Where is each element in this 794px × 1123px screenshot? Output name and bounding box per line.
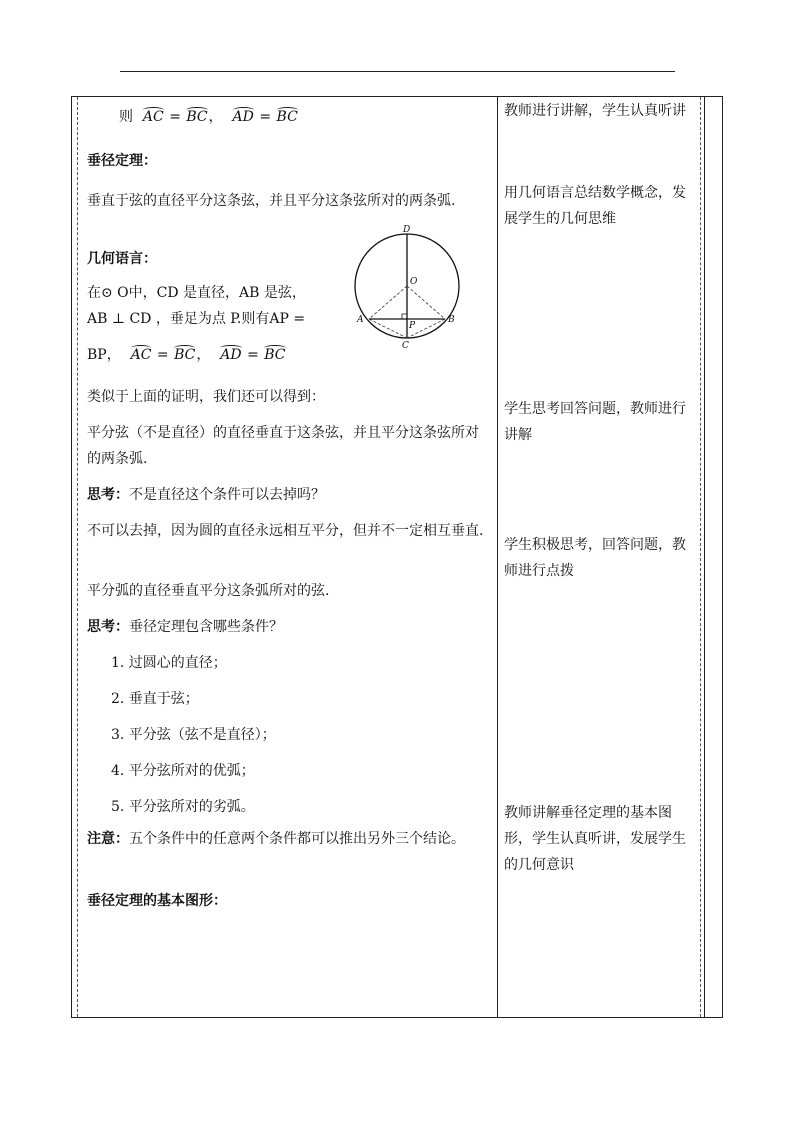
geometry-line-2: AB ⊥ CD ，垂足为点 P.则有AP = [87,311,306,327]
geometry-language-title: 几何语言： [87,251,157,267]
side-note-4: 学生积极思考，回答问题，教师进行点拨 [504,537,686,579]
basic-figure-title: 垂径定理的基本图形： [87,893,227,909]
chord-diameter-diagram [350,222,470,350]
left-dashed-border [77,97,78,1017]
condition-item: 5. 平分弦所对的劣弧。 [111,799,255,815]
segment-ac [369,319,407,338]
label-b: B [448,315,455,325]
condition-item: 3. 平分弦（弦不是直径）； [111,727,276,743]
right-angle-mark [402,314,407,319]
similar-proof-text: 类似于上面的证明，我们还可以得到： [87,389,325,405]
condition-item: 2. 垂直于弦； [111,691,199,707]
right-column-divider [704,97,705,1017]
header-rule [120,71,675,72]
corollary-text: 平分弦（不是直径）的直径垂直于这条弦，并且平分这条弦所对的两条弧. [87,425,479,467]
side-note-5: 教师讲解垂径定理的基本图形，学生认真听讲，发展学生的几何意识 [504,805,686,873]
geometry-line-1: 在⊙ O中，CD 是直径，AB 是弦， [87,285,306,301]
side-note-2: 用几何语言总结数学概念，发展学生的几何思维 [504,185,686,227]
note: 注意：五个条件中的任意两个条件都可以推出另外三个结论。 [87,831,465,847]
theorem-title: 垂径定理： [87,153,157,169]
condition-item: 1. 过圆心的直径； [111,655,227,671]
geometry-line-3: BP， AC = BC， AD = BC [87,342,357,368]
side-note-1: 教师进行讲解，学生认真听讲 [504,103,686,119]
right-dashed-divider [700,97,701,1017]
radius-ob [407,286,445,319]
condition-item: 4. 平分弦所对的优弧； [111,763,255,779]
arc-bisect-statement: 平分弧的直径垂直平分这条弧所对的弦. [87,583,330,599]
label-o: O [410,277,418,287]
label-p: P [409,321,416,331]
column-divider [497,97,498,1017]
side-note-3: 学生思考回答问题，教师进行讲解 [504,401,686,443]
label-c: C [402,341,409,350]
theorem-text: 垂直于弦的直径平分这条弦，并且平分这条弦所对的两条弧. [87,193,456,209]
label-a: A [357,315,364,325]
label-d: D [403,225,411,235]
think-1-answer: 不可以去掉，因为圆的直径永远相互平分，但并不一定相互垂直. [87,523,484,539]
arc-equality-line: 则 AC = BC， AD = BC [119,104,524,130]
radius-oa [369,286,407,319]
think-1: 思考：不是直径这个条件可以去掉吗？ [87,487,325,503]
think-2: 思考：垂径定理包含哪些条件？ [87,619,283,635]
